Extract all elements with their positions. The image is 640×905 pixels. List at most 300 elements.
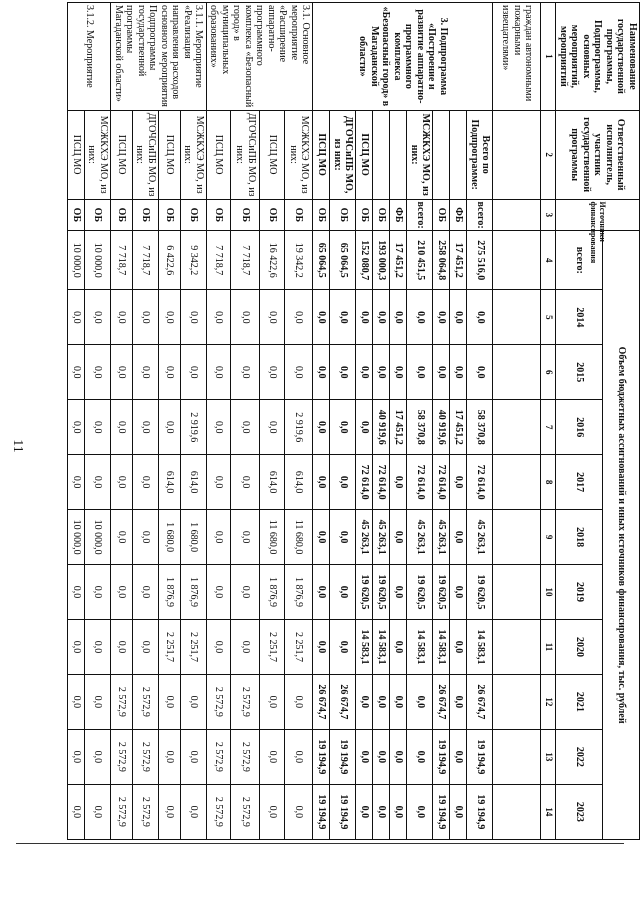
value-cell: 72 614,0 xyxy=(373,455,390,510)
value-cell: 275 516,0 xyxy=(467,231,493,290)
source-cell: всего: xyxy=(467,199,493,231)
value-cell: 2 572,9 xyxy=(207,784,231,839)
header-year: 2020 xyxy=(556,620,602,675)
column-index: 7 xyxy=(541,400,556,455)
value-cell: 2 572,9 xyxy=(111,784,133,839)
value-cell: 17 451,2 xyxy=(390,231,407,290)
column-index: 11 xyxy=(541,620,556,675)
value-cell: 7 718,7 xyxy=(207,231,231,290)
value-cell: 0,0 xyxy=(68,565,85,620)
value-cell: 0,0 xyxy=(373,729,390,784)
table-row xyxy=(407,3,433,840)
executor-cell: ПСЦ МО xyxy=(111,110,133,199)
value-cell: 0,0 xyxy=(260,345,284,400)
value-cell: 14 583,1 xyxy=(407,620,433,675)
value-cell: 0,0 xyxy=(450,784,467,839)
value-cell: 0,0 xyxy=(407,290,433,345)
value-cell: 0,0 xyxy=(207,510,231,565)
table-row xyxy=(284,3,313,840)
value-cell: 10 000,0 xyxy=(85,510,111,565)
table-row xyxy=(373,3,390,840)
value-cell: 0,0 xyxy=(407,674,433,729)
value-cell: 11 680,0 xyxy=(260,510,284,565)
rotated-document-sheet xyxy=(70,2,640,840)
value-cell: 6 422,6 xyxy=(159,231,181,290)
source-cell: ОБ xyxy=(433,199,450,231)
value-cell: 2 251,7 xyxy=(159,620,181,675)
executor-cell xyxy=(433,110,450,199)
value-cell: 0,0 xyxy=(159,729,181,784)
value-cell: 45 263,1 xyxy=(373,510,390,565)
source-cell: ОБ xyxy=(159,199,181,231)
column-index: 13 xyxy=(541,729,556,784)
value-cell: 7 718,7 xyxy=(111,231,133,290)
value-cell: 0,0 xyxy=(450,729,467,784)
value-cell: 65 064,5 xyxy=(313,231,330,290)
header-year: 2018 xyxy=(556,510,602,565)
header-row-1 xyxy=(602,3,639,840)
column-index: 4 xyxy=(541,231,556,290)
table-row xyxy=(159,3,181,840)
value-cell: 0,0 xyxy=(111,400,133,455)
executor-cell: МСЖКХЭ МО, из них: xyxy=(407,110,433,199)
page-number: 11 xyxy=(10,439,25,453)
value-cell: 0,0 xyxy=(450,455,467,510)
value-cell: 58 370,8 xyxy=(407,400,433,455)
value-cell: 614,0 xyxy=(260,455,284,510)
table-row xyxy=(260,3,284,840)
value-cell: 0,0 xyxy=(207,565,231,620)
value-cell: 2 572,9 xyxy=(133,729,159,784)
value-cell: 1 680,0 xyxy=(181,510,207,565)
value-cell: 0,0 xyxy=(390,345,407,400)
value-cell: 0,0 xyxy=(68,620,85,675)
value-cell: 258 064,8 xyxy=(433,231,450,290)
table-row xyxy=(111,3,133,840)
value-cell: 19 194,9 xyxy=(313,784,330,839)
value-cell: 0,0 xyxy=(450,674,467,729)
header-year: 2023 xyxy=(556,784,602,839)
value-cell: 17 451,2 xyxy=(450,231,467,290)
value-cell: 0,0 xyxy=(356,674,373,729)
source-cell: ОБ xyxy=(330,199,356,231)
value-cell: 0,0 xyxy=(467,345,493,400)
value-cell: 0,0 xyxy=(68,455,85,510)
table-row xyxy=(450,3,467,840)
source-cell: ФБ xyxy=(450,199,467,231)
value-cell: 17 451,2 xyxy=(390,400,407,455)
source-cell: ОБ xyxy=(313,199,330,231)
value-cell: 16 422,6 xyxy=(260,231,284,290)
value-cell: 0,0 xyxy=(450,510,467,565)
value-cell: 2 251,7 xyxy=(260,620,284,675)
value-cell: 0,0 xyxy=(181,345,207,400)
value-cell: 0,0 xyxy=(133,455,159,510)
value-cell: 1 876,9 xyxy=(159,565,181,620)
executor-cell: ПСЦ МО xyxy=(159,110,181,199)
header-year: 2014 xyxy=(556,290,602,345)
value-cell: 0,0 xyxy=(111,510,133,565)
value-cell: 26 674,7 xyxy=(330,674,356,729)
value-cell: 0,0 xyxy=(181,290,207,345)
column-index: 3 xyxy=(541,199,556,231)
value-cell: 45 263,1 xyxy=(467,510,493,565)
value-cell: 0,0 xyxy=(330,290,356,345)
value-cell: 0,0 xyxy=(284,729,313,784)
value-cell: 0,0 xyxy=(390,565,407,620)
value-cell: 0,0 xyxy=(85,565,111,620)
value-cell: 0,0 xyxy=(68,674,85,729)
value-cell: 0,0 xyxy=(390,620,407,675)
value-cell: 65 064,5 xyxy=(330,231,356,290)
value-cell: 45 263,1 xyxy=(433,510,450,565)
value-cell: 0,0 xyxy=(85,620,111,675)
value-cell: 2 572,9 xyxy=(133,674,159,729)
value-cell: 0,0 xyxy=(356,345,373,400)
executor-cell: ДГОЧСиПБ МО, из них: xyxy=(133,110,159,199)
value-cell: 0,0 xyxy=(85,729,111,784)
value-cell: 0,0 xyxy=(111,290,133,345)
value-cell: 0,0 xyxy=(207,620,231,675)
value-cell: 19 194,9 xyxy=(330,784,356,839)
value-cell: 0,0 xyxy=(260,729,284,784)
column-index: 9 xyxy=(541,510,556,565)
value-cell: 0,0 xyxy=(390,674,407,729)
row-group-name: 3.1. Основное мероприятие «Расширение аппаратно-программного комплекса «Безопасный город» в муниципальных образованиях» xyxy=(207,3,314,111)
value-cell: 0,0 xyxy=(68,345,85,400)
value-cell: 614,0 xyxy=(181,455,207,510)
value-cell: 0,0 xyxy=(260,400,284,455)
value-cell: 0,0 xyxy=(407,345,433,400)
source-cell: ОБ xyxy=(207,199,231,231)
value-cell: 0,0 xyxy=(133,620,159,675)
value-cell: 0,0 xyxy=(159,674,181,729)
column-index: 5 xyxy=(541,290,556,345)
value-cell: 614,0 xyxy=(284,455,313,510)
value-cell: 19 194,9 xyxy=(313,729,330,784)
value-cell: 17 451,2 xyxy=(450,400,467,455)
header-year: 2016 xyxy=(556,400,602,455)
header-volume: Объем бюджетных ассигнований и иных источников финансирования, тыс. рублей xyxy=(602,231,639,840)
value-cell: 0,0 xyxy=(68,400,85,455)
header-year: 2017 xyxy=(556,455,602,510)
value-cell: 0,0 xyxy=(231,565,260,620)
value-cell: 2 572,9 xyxy=(231,674,260,729)
value-cell: 58 370,8 xyxy=(467,400,493,455)
value-cell: 0,0 xyxy=(68,290,85,345)
value-cell: 0,0 xyxy=(390,510,407,565)
table-row xyxy=(231,3,260,840)
value-cell: 0,0 xyxy=(330,620,356,675)
value-cell: 1 876,9 xyxy=(181,565,207,620)
carry-over-name: граждан автономными пожарными извещателями» xyxy=(493,3,541,111)
value-cell: 1 876,9 xyxy=(260,565,284,620)
executor-cell: ПСЦ МО xyxy=(313,110,330,199)
value-cell: 0,0 xyxy=(313,455,330,510)
value-cell: 0,0 xyxy=(68,784,85,839)
source-cell: ОБ xyxy=(356,199,373,231)
value-cell: 19 194,9 xyxy=(467,784,493,839)
header-year: 2019 xyxy=(556,565,602,620)
value-cell: 19 620,5 xyxy=(407,565,433,620)
value-cell: 0,0 xyxy=(231,510,260,565)
header-year: 2021 xyxy=(556,674,602,729)
value-cell: 0,0 xyxy=(450,345,467,400)
value-cell: 0,0 xyxy=(111,455,133,510)
column-index: 14 xyxy=(541,784,556,839)
value-cell: 0,0 xyxy=(356,400,373,455)
column-index: 1 xyxy=(541,3,556,111)
source-cell: ОБ xyxy=(373,199,390,231)
executor-cell: МСЖКХЭ МО, из них: xyxy=(181,110,207,199)
value-cell: 0,0 xyxy=(450,565,467,620)
value-cell: 19 194,9 xyxy=(433,784,450,839)
value-cell: 0,0 xyxy=(373,674,390,729)
value-cell: 0,0 xyxy=(407,729,433,784)
value-cell: 0,0 xyxy=(330,345,356,400)
source-cell: ОБ xyxy=(111,199,133,231)
value-cell: 0,0 xyxy=(85,674,111,729)
value-cell: 19 620,5 xyxy=(467,565,493,620)
table-row xyxy=(313,3,330,840)
source-cell: ОБ xyxy=(260,199,284,231)
column-index: 10 xyxy=(541,565,556,620)
page-bottom-rule xyxy=(16,843,624,844)
table-row xyxy=(85,3,111,840)
value-cell: 0,0 xyxy=(181,729,207,784)
value-cell: 0,0 xyxy=(390,455,407,510)
value-cell: 0,0 xyxy=(207,400,231,455)
value-cell: 19 342,2 xyxy=(284,231,313,290)
value-cell: 0,0 xyxy=(111,345,133,400)
value-cell: 2 572,9 xyxy=(231,784,260,839)
value-cell: 0,0 xyxy=(231,345,260,400)
column-index: 6 xyxy=(541,345,556,400)
value-cell: 0,0 xyxy=(390,290,407,345)
value-cell: 2 572,9 xyxy=(231,729,260,784)
column-index: 12 xyxy=(541,674,556,729)
source-cell: ОБ xyxy=(133,199,159,231)
value-cell: 0,0 xyxy=(373,290,390,345)
value-cell: 2 251,7 xyxy=(284,620,313,675)
value-cell: 0,0 xyxy=(85,455,111,510)
value-cell: 0,0 xyxy=(111,620,133,675)
value-cell: 72 614,0 xyxy=(356,455,373,510)
value-cell: 0,0 xyxy=(207,290,231,345)
source-cell: ФБ xyxy=(390,199,407,231)
value-cell: 0,0 xyxy=(450,620,467,675)
value-cell: 0,0 xyxy=(284,674,313,729)
value-cell: 0,0 xyxy=(260,290,284,345)
value-cell: 2 251,7 xyxy=(181,620,207,675)
table-row xyxy=(133,3,159,840)
executor-cell: ПСЦ МО xyxy=(207,110,231,199)
value-cell: 0,0 xyxy=(390,784,407,839)
value-cell: 19 194,9 xyxy=(433,729,450,784)
table-row xyxy=(433,3,450,840)
value-cell: 0,0 xyxy=(356,784,373,839)
column-index: 8 xyxy=(541,455,556,510)
value-cell: 0,0 xyxy=(85,400,111,455)
value-cell: 0,0 xyxy=(433,290,450,345)
value-cell: 0,0 xyxy=(284,345,313,400)
value-cell: 2 919,6 xyxy=(181,400,207,455)
value-cell: 0,0 xyxy=(284,290,313,345)
value-cell: 0,0 xyxy=(313,400,330,455)
executor-cell: ПСЦ МО xyxy=(260,110,284,199)
value-cell: 0,0 xyxy=(356,290,373,345)
value-cell: 19 194,9 xyxy=(330,729,356,784)
value-cell: 0,0 xyxy=(181,674,207,729)
value-cell: 0,0 xyxy=(85,784,111,839)
value-cell: 0,0 xyxy=(231,455,260,510)
value-cell: 2 572,9 xyxy=(207,674,231,729)
value-cell: 11 680,0 xyxy=(284,510,313,565)
value-cell: 0,0 xyxy=(313,290,330,345)
value-cell: 0,0 xyxy=(159,400,181,455)
value-cell: 0,0 xyxy=(159,345,181,400)
value-cell: 0,0 xyxy=(159,290,181,345)
table-row xyxy=(390,3,407,840)
table-row xyxy=(467,3,493,840)
header-name: Наименование государственной программы, Подпрограммы, основных мероприятий, мероприятий xyxy=(556,3,640,111)
table-row xyxy=(330,3,356,840)
value-cell: 14 583,1 xyxy=(373,620,390,675)
value-cell: 0,0 xyxy=(231,400,260,455)
value-cell: 2 919,6 xyxy=(284,400,313,455)
value-cell: 0,0 xyxy=(231,290,260,345)
value-cell: 1 876,9 xyxy=(284,565,313,620)
executor-cell: МСЖКХЭ МО, из них: xyxy=(85,110,111,199)
value-cell: 0,0 xyxy=(260,784,284,839)
value-cell: 0,0 xyxy=(313,345,330,400)
value-cell: 45 263,1 xyxy=(356,510,373,565)
value-cell: 7 718,7 xyxy=(133,231,159,290)
value-cell: 40 919,6 xyxy=(433,400,450,455)
source-cell: ОБ xyxy=(181,199,207,231)
source-cell: ОБ xyxy=(85,199,111,231)
executor-cell: ДГОЧСиПБ МО, из них: xyxy=(231,110,260,199)
header-executor: Ответственный исполнитель, участник государственной программы xyxy=(556,110,640,199)
table-row xyxy=(181,3,207,840)
financing-table xyxy=(67,2,640,840)
value-cell: 0,0 xyxy=(313,565,330,620)
value-cell: 0,0 xyxy=(181,784,207,839)
row-group-name: 3. Подпрограмма «Построение и развитие аппаратно-программного комплекса «Безопасный город» в Магаданской области» xyxy=(313,3,493,111)
value-cell: 0,0 xyxy=(111,565,133,620)
source-cell: ОБ xyxy=(284,199,313,231)
value-cell: 7 718,7 xyxy=(231,231,260,290)
value-cell: 19 620,5 xyxy=(356,565,373,620)
value-cell: 0,0 xyxy=(284,784,313,839)
value-cell: 72 614,0 xyxy=(467,455,493,510)
value-cell: 152 080,7 xyxy=(356,231,373,290)
value-cell: 0,0 xyxy=(373,784,390,839)
value-cell: 9 342,2 xyxy=(181,231,207,290)
value-cell: 193 000,3 xyxy=(373,231,390,290)
value-cell: 10 000,0 xyxy=(68,510,85,565)
value-cell: 0,0 xyxy=(390,729,407,784)
value-cell: 72 614,0 xyxy=(433,455,450,510)
value-cell: 0,0 xyxy=(207,345,231,400)
value-cell: 2 572,9 xyxy=(111,674,133,729)
table-row xyxy=(68,3,85,840)
value-cell: 19 620,5 xyxy=(373,565,390,620)
value-cell: 0,0 xyxy=(133,510,159,565)
value-cell: 0,0 xyxy=(85,345,111,400)
value-cell: 0,0 xyxy=(450,290,467,345)
header-total: всего: xyxy=(556,231,602,290)
source-cell: всего: xyxy=(407,199,433,231)
value-cell: 614,0 xyxy=(159,455,181,510)
header-year: 2022 xyxy=(556,729,602,784)
value-cell: 0,0 xyxy=(330,510,356,565)
source-cell: ОБ xyxy=(231,199,260,231)
value-cell: 26 674,7 xyxy=(433,674,450,729)
value-cell: 45 263,1 xyxy=(407,510,433,565)
executor-cell: ПСЦ МО xyxy=(356,110,373,199)
value-cell: 10 000,0 xyxy=(85,231,111,290)
value-cell: 0,0 xyxy=(330,565,356,620)
executor-cell: ДГОЧСиПБ МО, из них: xyxy=(330,110,356,199)
row-group-name: 3.1.1. Мероприятие «Реализация направления расходов основного мероприятия Подпрограммы государственной программы Магаданской области» xyxy=(111,3,207,111)
value-cell: 0,0 xyxy=(159,784,181,839)
value-cell: 0,0 xyxy=(260,674,284,729)
value-cell: 0,0 xyxy=(133,345,159,400)
executor-cell: Всего по Подпрограмме: xyxy=(467,110,493,199)
source-cell: ОБ xyxy=(68,199,85,231)
value-cell: 0,0 xyxy=(133,290,159,345)
value-cell: 14 583,1 xyxy=(467,620,493,675)
value-cell: 10 000,0 xyxy=(68,231,85,290)
executor-cell xyxy=(390,110,407,199)
value-cell: 14 583,1 xyxy=(433,620,450,675)
value-cell: 0,0 xyxy=(356,729,373,784)
carry-over-row xyxy=(493,3,541,840)
header-year: 2015 xyxy=(556,345,602,400)
header-source: Источники финансирования xyxy=(556,199,640,231)
executor-cell xyxy=(450,110,467,199)
value-cell: 0,0 xyxy=(313,620,330,675)
value-cell: 0,0 xyxy=(373,345,390,400)
value-cell: 2 572,9 xyxy=(207,729,231,784)
value-cell: 19 620,5 xyxy=(433,565,450,620)
value-cell: 26 674,7 xyxy=(313,674,330,729)
value-cell: 19 194,9 xyxy=(467,729,493,784)
value-cell: 0,0 xyxy=(330,400,356,455)
value-cell: 0,0 xyxy=(313,510,330,565)
value-cell: 0,0 xyxy=(330,455,356,510)
value-cell: 0,0 xyxy=(207,455,231,510)
value-cell: 14 583,1 xyxy=(356,620,373,675)
header-index-row xyxy=(541,3,556,840)
value-cell: 0,0 xyxy=(433,345,450,400)
value-cell: 72 614,0 xyxy=(407,455,433,510)
value-cell: 0,0 xyxy=(407,784,433,839)
value-cell: 0,0 xyxy=(85,290,111,345)
value-cell: 0,0 xyxy=(133,400,159,455)
value-cell: 0,0 xyxy=(68,729,85,784)
column-index: 2 xyxy=(541,110,556,199)
value-cell: 0,0 xyxy=(467,290,493,345)
executor-cell: ПСЦ МО xyxy=(68,110,85,199)
value-cell: 1 680,0 xyxy=(159,510,181,565)
value-cell: 26 674,7 xyxy=(467,674,493,729)
executor-cell xyxy=(373,110,390,199)
value-cell: 40 919,6 xyxy=(373,400,390,455)
table-row xyxy=(356,3,373,840)
value-cell: 2 572,9 xyxy=(111,729,133,784)
